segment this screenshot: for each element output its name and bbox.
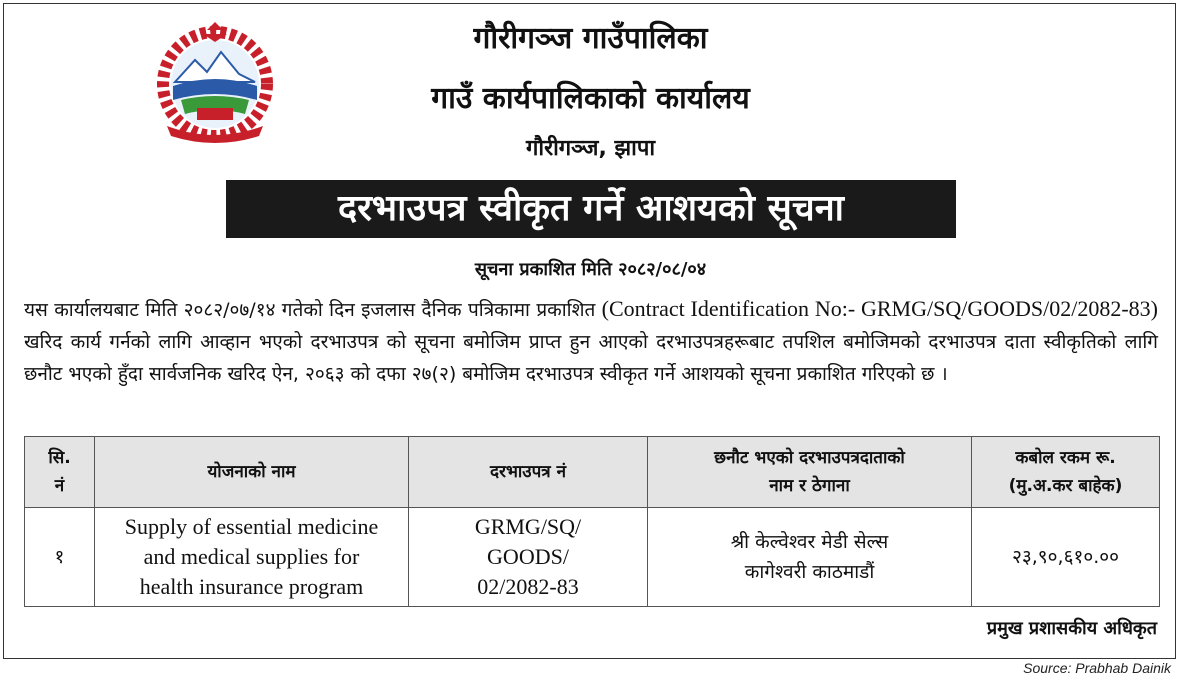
header-serial-number	[25, 437, 95, 508]
cell-serial-number: १	[25, 508, 95, 607]
cell-bid-amount: २३,९०,६१०.००	[972, 508, 1160, 607]
header-project-name: योजनाको नाम	[95, 437, 409, 508]
header-bidder-line2: नाम र ठेगाना	[769, 476, 850, 496]
header-bidder-line1: छनौट भएको दरभाउपत्रदाताको	[714, 448, 905, 468]
project-line3: health insurance program	[139, 574, 364, 599]
body-text-part1: यस कार्यालयबाट मिति २०८२/०७/१४ गतेको दिन इजलास दैनिक पत्रिकामा प्रकाशित	[24, 299, 602, 321]
header-bid-amount	[972, 437, 1160, 508]
notice-body	[24, 293, 1158, 390]
header-bid-number: दरभाउपत्र नं	[409, 437, 648, 508]
contract-identification: (Contract Identification No:- GRMG/SQ/GOODS/02/2082-83)	[601, 296, 1158, 321]
table-header-row	[25, 437, 1160, 508]
source-credit: Source: Prabhab Dainik	[1023, 660, 1171, 676]
signatory-title: प्रमुख प्रशासकीय अधिकृत	[986, 618, 1157, 639]
table-row	[25, 508, 1160, 607]
office-name: गाउँ कार्यपालिकाको कार्यालय	[431, 81, 750, 116]
bid-line2: GOODS/	[487, 544, 569, 569]
office-address: गौरीगञ्ज, झापा	[525, 136, 656, 161]
bidder-address: कागेश्वरी काठमाडौं	[744, 561, 875, 583]
header-selected-bidder	[648, 437, 972, 508]
header-amount-line1: कबोल रकम रू.	[1015, 448, 1116, 468]
cell-selected-bidder	[648, 508, 972, 607]
header-sn-line2: नं	[54, 476, 65, 496]
body-text-part3: खरिद कार्य गर्नको लागि आव्हान भएको दरभाउपत्र को सूचना बमोजिम प्राप्त हुन आएको दरभाउपत्रहरूबाट तपशिल बमोजिमको दरभाउपत्र दाता स्वीकृतिको लागि छनौट भएको हुँदा सार्वजनिक खरिद ऐन, २०६३ को दफा २७(२) बमोजिम दरभाउपत्र स्वीकृत गर्ने आशयको सूचना प्रकाशित गरिएको छ ।	[24, 331, 1158, 385]
cell-bid-number	[409, 508, 648, 607]
selected-bidder-table	[24, 436, 1160, 607]
bid-line1: GRMG/SQ/	[474, 514, 582, 539]
project-line1: Supply of essential medicine	[124, 514, 379, 539]
bid-line3: 02/2082-83	[477, 574, 579, 599]
header-sn-line1: सि.	[48, 448, 71, 468]
notice-title-banner: दरभाउपत्र स्वीकृत गर्ने आशयको सूचना	[226, 180, 956, 238]
header-amount-line2: (मु.अ.कर बाहेक)	[1008, 476, 1123, 496]
bidder-name: श्री केल्वेश्वर मेडी सेल्स	[730, 531, 889, 553]
publication-date: सूचना प्रकाशित मिति २०८२/०८/०४	[474, 259, 707, 280]
cell-project-name	[95, 508, 409, 607]
project-line2: and medical supplies for	[143, 544, 360, 569]
municipality-name: गौरीगञ्ज गाउँपालिका	[473, 21, 708, 56]
